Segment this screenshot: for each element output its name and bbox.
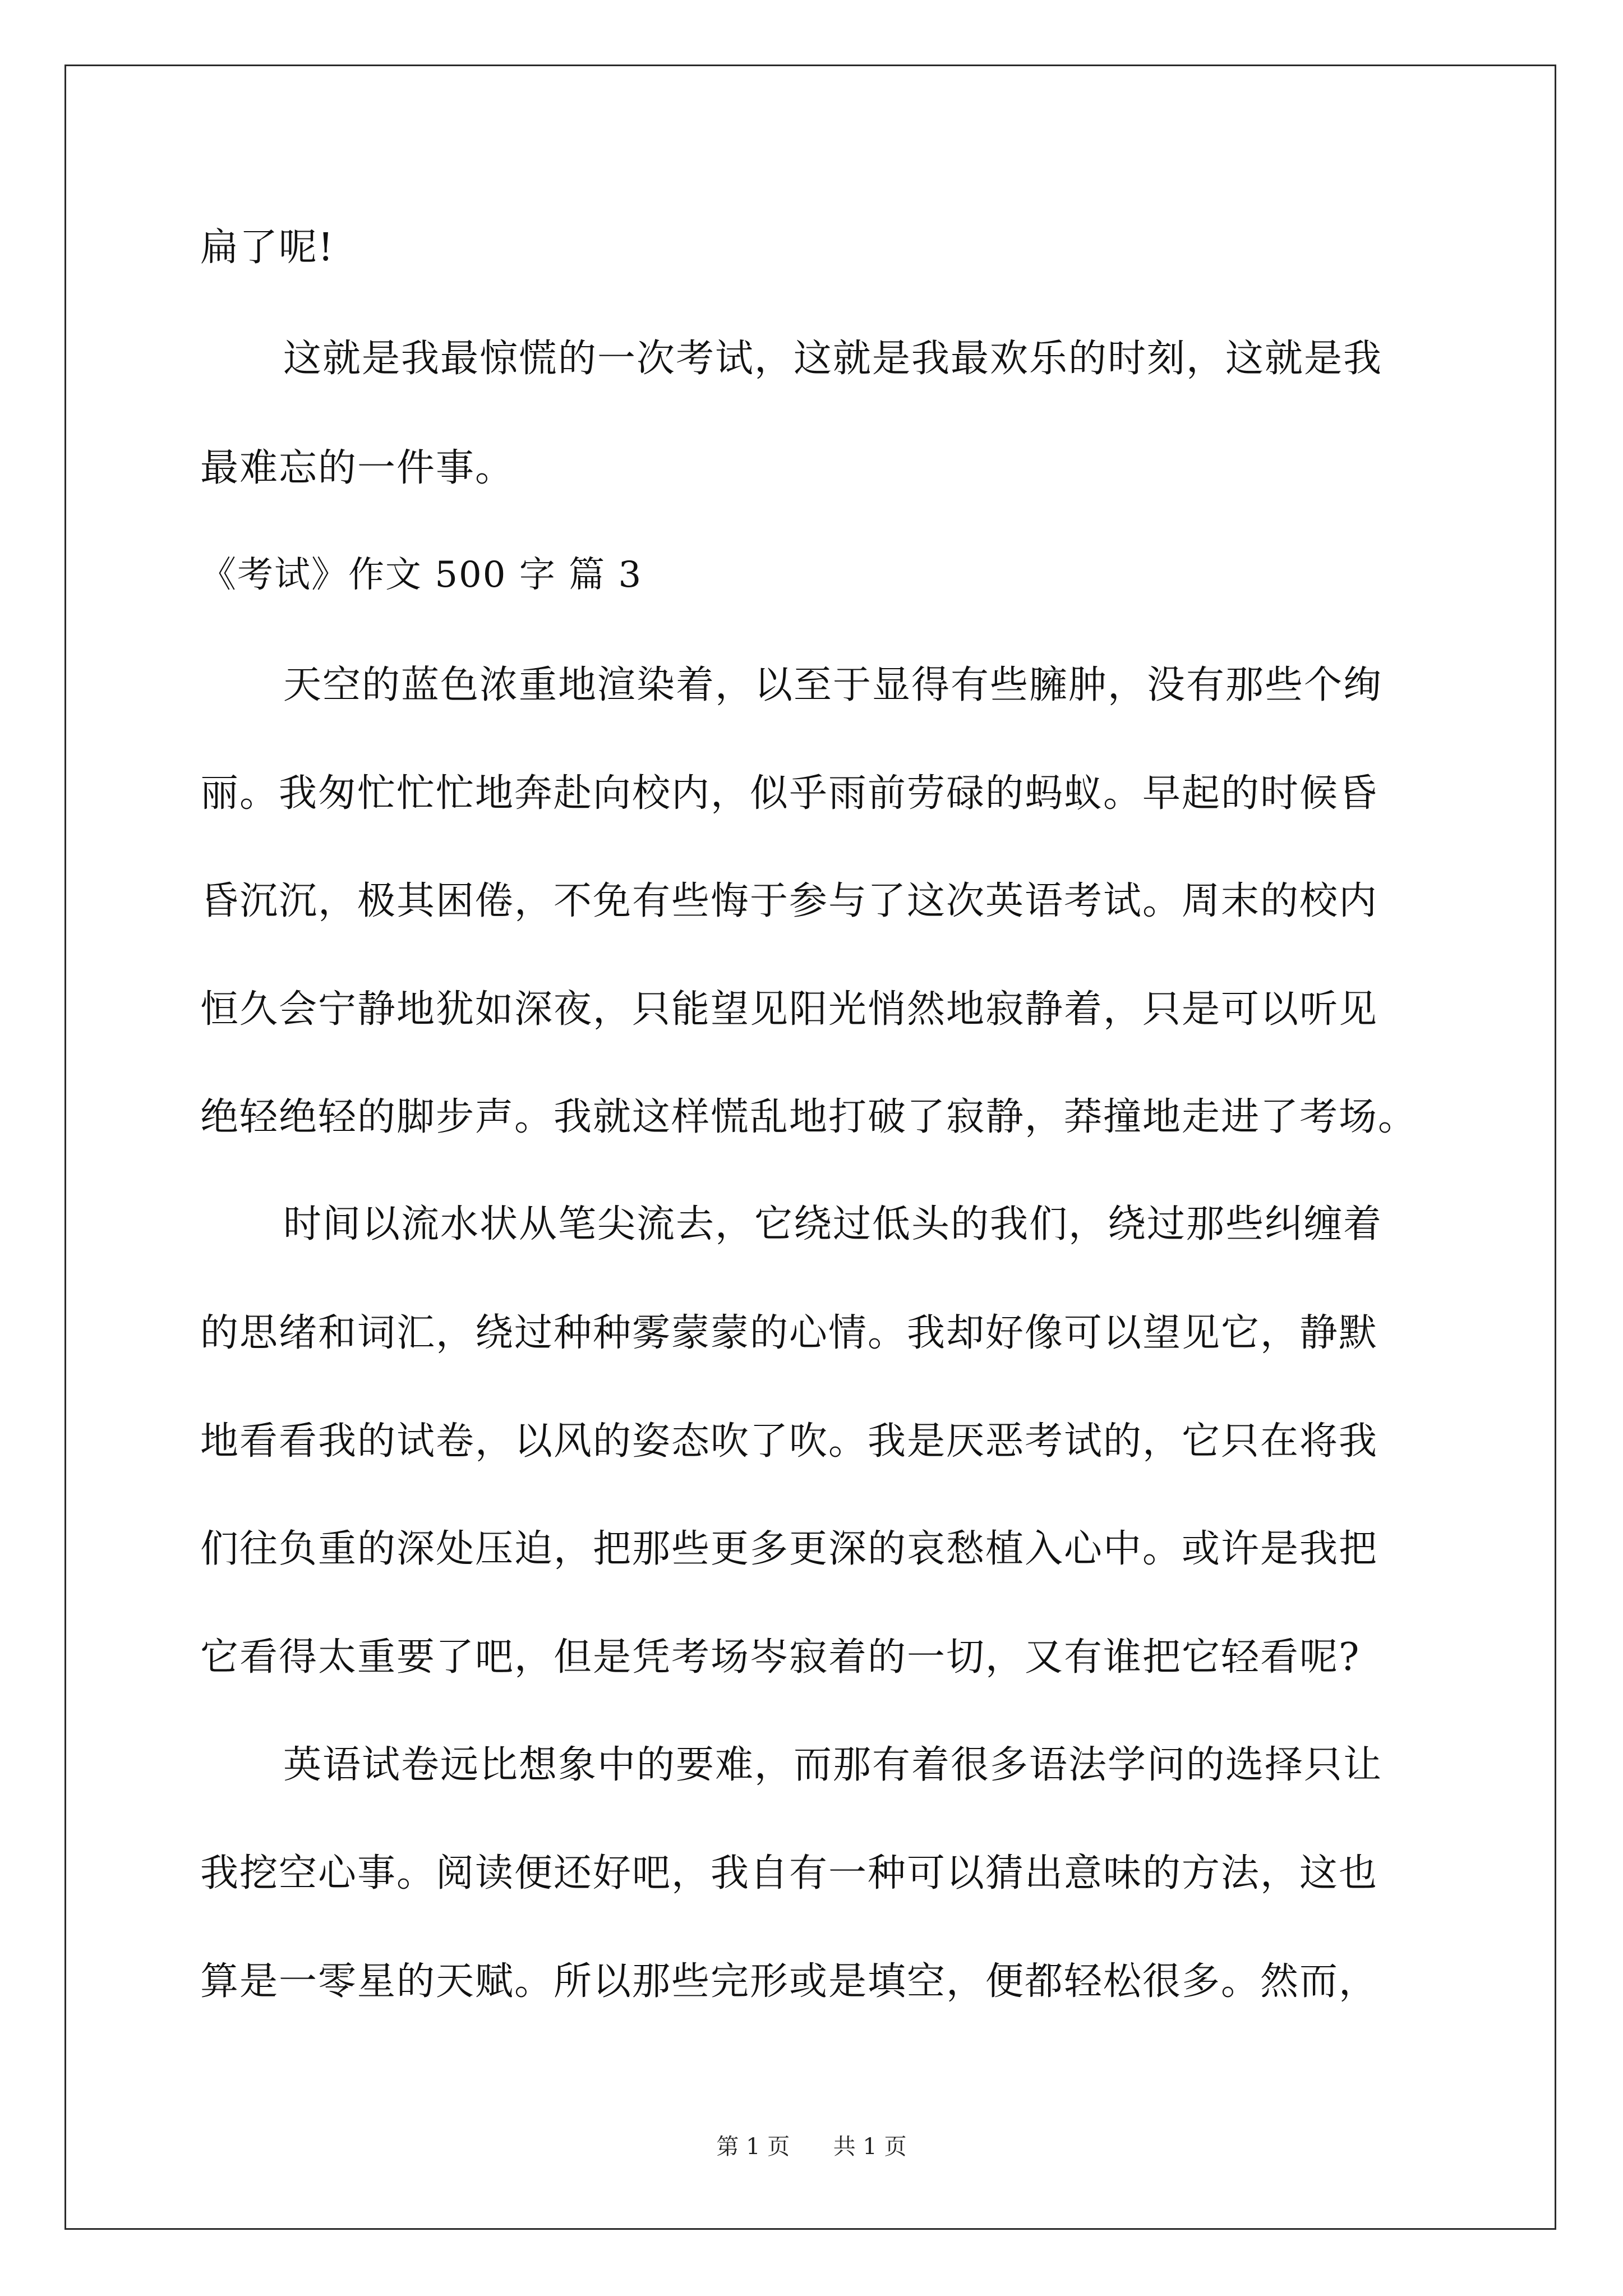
page-number: 第 1 页	[716, 2134, 790, 2160]
paragraph-first-line: 时间以流水状从笔尖流去，它绕过低头的我们，绕过那些纠缠着	[283, 1202, 1383, 1246]
text-line: 我挖空心事。阅读便还好吧，我自有一种可以猜出意味的方法，这也	[200, 1851, 1378, 1895]
text-line: 它看得太重要了吧，但是凭考场岑寂着的一切，又有谁把它轻看呢?	[200, 1635, 1361, 1680]
text-line: 丽。我匆忙忙忙地奔赴向校内，似乎雨前劳碌的蚂蚁。早起的时候昏	[200, 771, 1378, 816]
text-line: 地看看我的试卷，以风的姿态吹了吹。我是厌恶考试的，它只在将我	[200, 1419, 1378, 1464]
paragraph-first-line: 天空的蓝色浓重地渲染着，以至于显得有些臃肿，没有那些个绚	[283, 663, 1383, 707]
paragraph-first-line: 这就是我最惊慌的一次考试，这就是我最欢乐的时刻，这就是我	[283, 337, 1383, 381]
text-line: 恒久会宁静地犹如深夜，只能望见阳光悄然地寂静着，只是可以听见	[200, 987, 1378, 1032]
text-line: 绝轻绝轻的脚步声。我就这样慌乱地打破了寂静，莽撞地走进了考场。	[200, 1095, 1418, 1139]
text-line: 的思绪和词汇，绕过种种雾蒙蒙的心情。我却好像可以望见它，静默	[200, 1311, 1378, 1355]
text-line: 们往负重的深处压迫，把那些更多更深的哀愁植入心中。或许是我把	[200, 1527, 1378, 1571]
page-footer	[0, 2133, 1623, 2161]
text-line: 扁了呢!	[200, 226, 335, 270]
section-heading: 《考试》作文 500 字 篇 3	[200, 554, 643, 596]
text-line: 最难忘的一件事。	[200, 446, 515, 490]
text-line: 算是一零星的天赋。所以那些完形或是填空，便都轻松很多。然而，	[200, 1959, 1378, 2004]
text-line: 昏沉沉，极其困倦，不免有些悔于参与了这次英语考试。周末的校内	[200, 879, 1378, 923]
page-border	[64, 65, 1556, 2230]
paragraph-first-line: 英语试卷远比想象中的要难，而那有着很多语法学问的选择只让	[283, 1743, 1383, 1787]
page-total: 共 1 页	[833, 2134, 907, 2160]
